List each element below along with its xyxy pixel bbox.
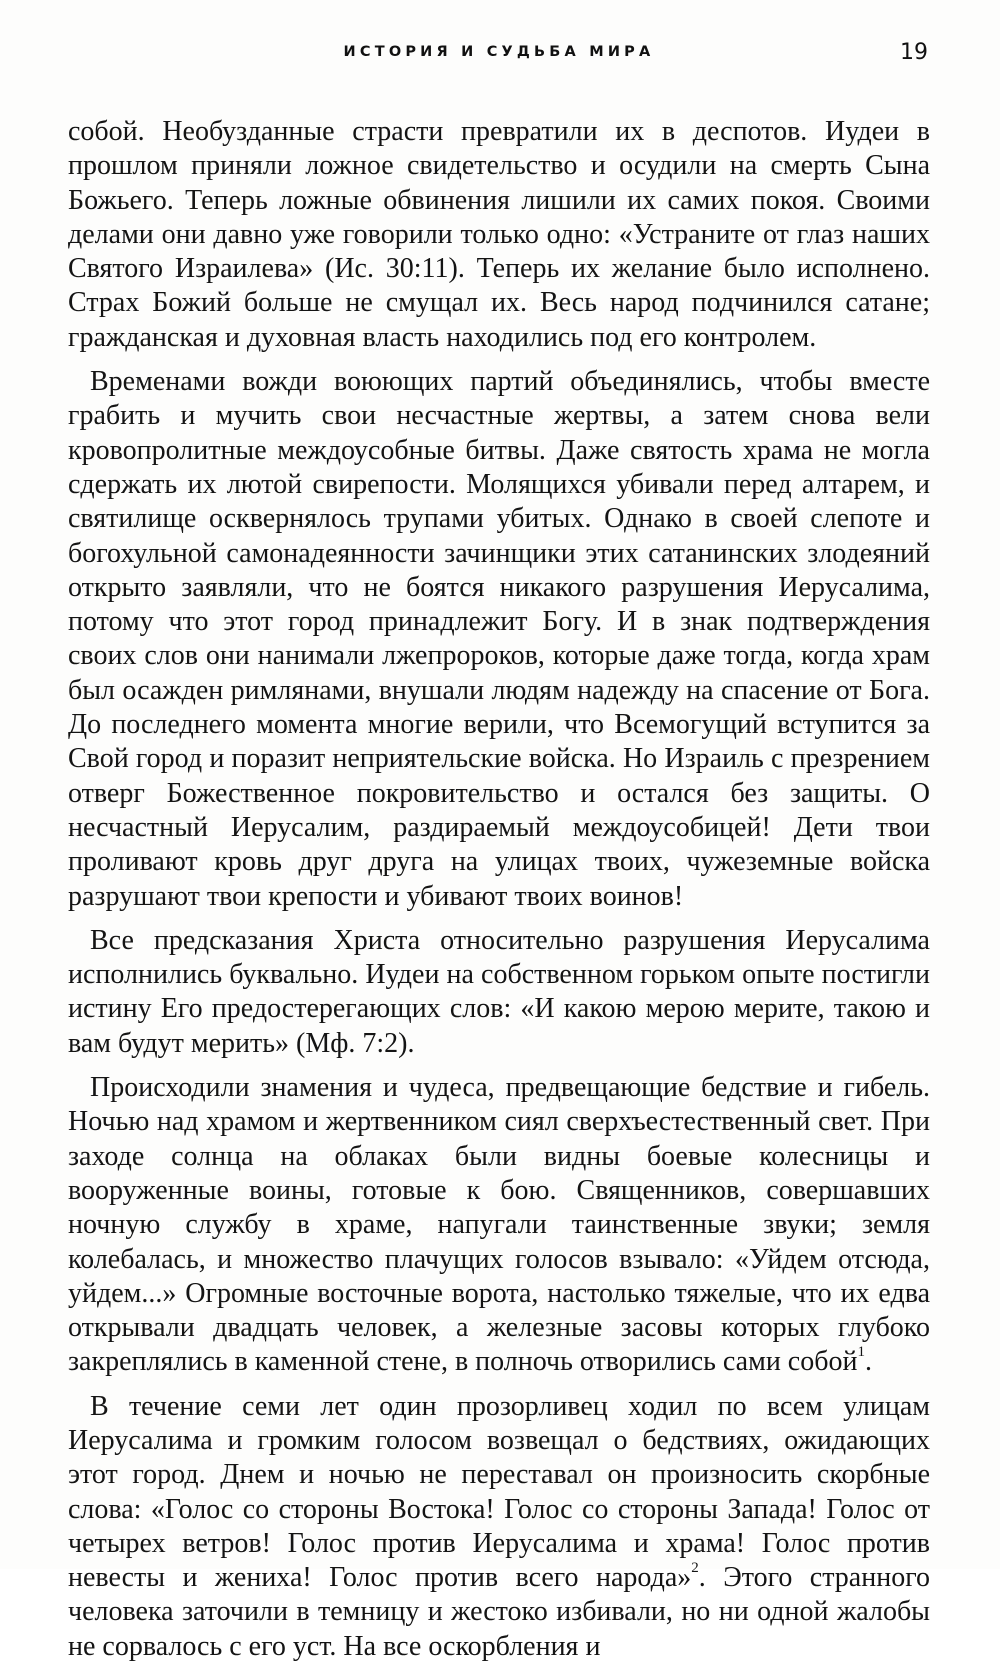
footnote-ref-2: 2 — [691, 1560, 699, 1577]
paragraph-5 — [68, 1390, 930, 1664]
paragraph-5-text: В течение семи лет один прозорливец ходил по всем улицам Иерусалима и громким голосом возвещал о бедствиях, ожидающих этот город. Днем и ночью не переставал он произносить скорбные слова: «Голос со стороны Востока! Голос со стороны Запада! Голос от четырех ветров! Голос против Иерусалима и храма! Голос против невесты и жениха! Голос против всего народа» — [68, 1390, 930, 1594]
paragraph-4 — [68, 1071, 930, 1380]
footnote-ref-1: 1 — [857, 1344, 865, 1361]
main-text — [68, 115, 930, 1674]
paragraph-5-end: . Этого странного человека заточили в темницу и жестоко избивали, но ни одной жалобы не сорвалось с его уст. На все оскорбления и — [68, 1562, 930, 1662]
running-header — [68, 40, 930, 70]
page-number: 19 — [900, 40, 928, 65]
paragraph-4-text: Происходили знамения и чудеса, предвещающие бедствие и гибель. Ночью над храмом и жертвенником сиял сверхъестественный свет. При заходе солнца на облаках были видны боевые колесницы и вооруженные воины, готовые к бою. Священников, совершавших ночную службу в храме, напугали таинственные звуки; земля колебалась, и множество плачущих голосов взывало: «Уйдем отсюда, уйдем...» Огромные восточные ворота, настолько тяжелые, что их едва открывали двадцать человек, а железные засовы которых глубоко закреплялись в каменной стене, в полночь отворились сами собой — [68, 1072, 930, 1378]
running-title: ИСТОРИЯ И СУДЬБА МИРА — [343, 44, 655, 60]
paragraph-3: Все предсказания Христа относительно разрушения Иерусалима исполнились буквально. Иудеи на собственном горьком опыте постигли истину Его предостерегающих слов: «И какою мерою мерите, такою и вам будут мерить» (Мф. 7:2). — [68, 924, 930, 1059]
paragraph-4-end: . — [864, 1346, 872, 1378]
paragraph-1: собой. Необузданные страсти превратили их в деспотов. Иудеи в прошлом приняли ложное свидетельство и осудили на смерть Сына Божьего. Теперь ложные обвинения лишили их самих покоя. Своими делами они давно уже говорили только одно: «Устраните от глаз наших Святого Израилева» (Ис. 30:11). Теперь их желание было исполнено. Страх Божий больше не смущал их. Весь народ подчинился сатане; гражданская и духовная власть находились под его контролем. — [68, 116, 930, 353]
paragraph-2: Временами вожди воюющих партий объединялись, чтобы вместе грабить и мучить свои несчастные жертвы, а затем снова вели кровопролитные междоусобные битвы. Даже святость храма не могла сдержать их лютой свирепости. Молящихся убивали перед алтарем, и святилище осквернялось трупами убитых. Однако в своей слепоте и богохульной самонадеянности зачинщики этих сатанинских злодеяний открыто заявляли, что не боятся никакого разрушения Иерусалима, потому что этот город принадлежит Богу. И в знак подтверждения своих слов они нанимали лжепророков, которые даже тогда, когда храм был осажден римлянами, внушали людям надежду на спасение от Бога. До последнего момента многие верили, что Всемогущий вступится за Свой город и поразит неприятельские войска. Но Израиль с презрением отверг Божественное покровительство и остался без защиты. О несчастный Иерусалим, раздираемый междоусобицей! Дети твои проливают кровь друг друга на улицах твоих, чужеземные войска разрушают твои крепости и убивают твоих воинов! — [68, 366, 930, 912]
